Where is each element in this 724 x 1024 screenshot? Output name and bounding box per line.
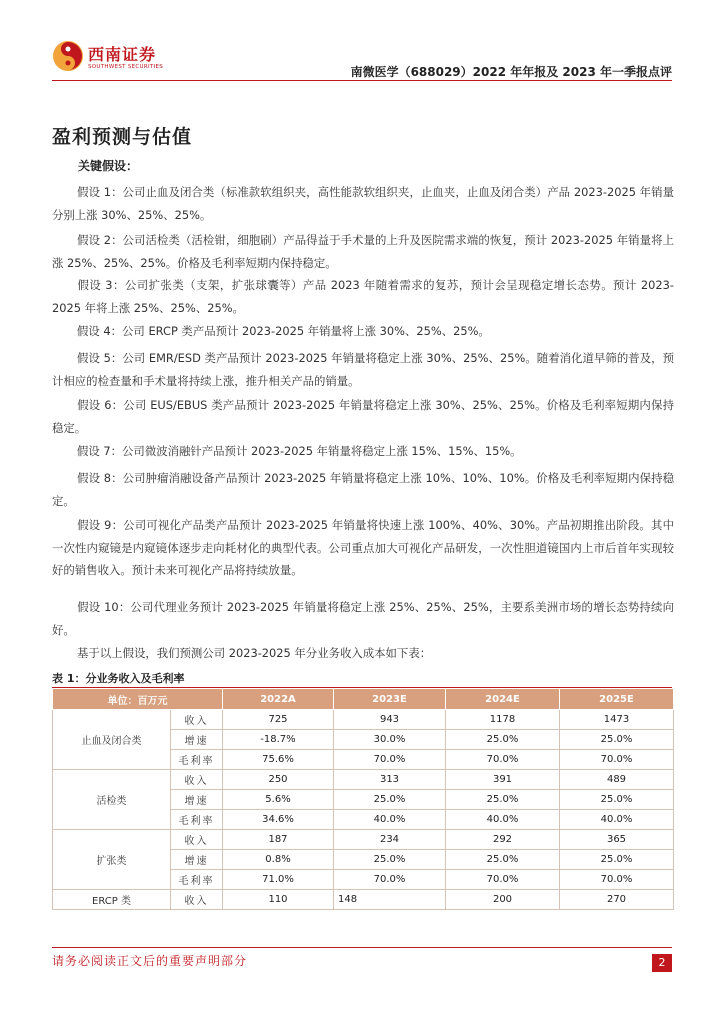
- metric-cell: 增速: [171, 850, 223, 870]
- segment-cell: 止血及闭合类: [53, 710, 171, 770]
- metric-cell: 收入: [171, 890, 223, 910]
- metric-cell: 毛利率: [171, 810, 223, 830]
- metric-cell: 增速: [171, 790, 223, 810]
- value-cell: 25.0%: [446, 850, 560, 870]
- table-row: [53, 830, 674, 850]
- table-caption: 表 1：分业务收入及毛利率: [52, 672, 185, 685]
- value-cell: 40.0%: [446, 810, 560, 830]
- intro-paragraph: 基于以上假设，我们预测公司 2023-2025 年分业务收入成本如下表：: [77, 646, 432, 660]
- metric-cell: 增速: [171, 730, 223, 750]
- value-cell: 25.0%: [334, 850, 446, 870]
- year-header: 2022A: [223, 689, 334, 710]
- value-cell: 40.0%: [334, 810, 446, 830]
- assumption-paragraph: 假设 4：公司 ERCP 类产品预计 2023-2025 年销量将上涨 30%、25%、25%。: [77, 324, 490, 338]
- page-header: [0, 0, 724, 82]
- value-cell: 1178: [446, 710, 560, 730]
- value-cell: 391: [446, 770, 560, 790]
- value-cell: 75.6%: [223, 750, 334, 770]
- value-cell: 70.0%: [334, 750, 446, 770]
- value-cell: 200: [446, 890, 560, 910]
- value-cell: 110: [223, 890, 334, 910]
- brand-name-cn: 西南证券: [88, 45, 157, 64]
- disclaimer-note: 请务必阅读正文后的重要声明部分: [52, 954, 248, 968]
- assumption-paragraph: 假设 10：公司代理业务预计 2023-2025 年销量将稳定上涨 25%、25%、25%，主要系美洲市场的增长态势持续向好。: [52, 600, 674, 637]
- brand-name-en: SOUTHWEST SECURITIES: [88, 64, 164, 70]
- table-header-row: [53, 689, 674, 710]
- value-cell: 5.6%: [223, 790, 334, 810]
- assumption-paragraph: 假设 5：公司 EMR/ESD 类产品预计 2023-2025 年销量将稳定上涨 30%、25%、25%。随着消化道早筛的普及，预计相应的检查量和手术量将持续上涨，推升相关产品的销量。: [52, 351, 674, 388]
- value-cell: 234: [334, 830, 446, 850]
- value-cell: 70.0%: [446, 870, 560, 890]
- value-cell: 313: [334, 770, 446, 790]
- metric-cell: 收入: [171, 770, 223, 790]
- value-cell: 70.0%: [560, 750, 674, 770]
- key-assumptions-label: 关键假设：: [78, 159, 139, 173]
- value-cell: 25.0%: [560, 790, 674, 810]
- value-cell: 250: [223, 770, 334, 790]
- value-cell: 0.8%: [223, 850, 334, 870]
- assumption-paragraph: 假设 6：公司 EUS/EBUS 类产品预计 2023-2025 年销量将稳定上涨 30%、25%、25%。价格及毛利率短期内保持稳定。: [52, 398, 674, 435]
- value-cell: 30.0%: [334, 730, 446, 750]
- report-title: 南微医学（688029）2022 年年报及 2023 年一季报点评: [350, 65, 672, 79]
- value-cell: 70.0%: [334, 870, 446, 890]
- unit-header: 单位：百万元: [53, 689, 223, 710]
- section-title: 盈利预测与估值: [52, 126, 193, 148]
- value-cell: 25.0%: [446, 790, 560, 810]
- assumption-paragraph: 假设 2：公司活检类（活检钳，细胞刷）产品得益于手术量的上升及医院需求端的恢复，预计 2023-2025 年销量将上涨 25%、25%、25%。价格及毛利率短期内保持稳定。: [52, 233, 674, 270]
- value-cell: 187: [223, 830, 334, 850]
- metric-cell: 毛利率: [171, 750, 223, 770]
- value-cell: 40.0%: [560, 810, 674, 830]
- segment-cell: 活检类: [53, 770, 171, 830]
- brand-logo: [52, 40, 192, 78]
- segment-cell: 扩张类: [53, 830, 171, 890]
- segment-cell: ERCP 类: [53, 890, 171, 910]
- value-cell: 71.0%: [223, 870, 334, 890]
- assumption-paragraph: 假设 9：公司可视化产品类产品预计 2023-2025 年销量将快速上涨 100%、40%、30%。产品初期推出阶段。其中一次性内窥镜是内窥镜体逐步走向耗材化的典型代表。公司重点加大可视化产品研发，一次性胆道镜国内上市后首年实现较好的销售收入。预计未来可视化产品将持续放量。: [52, 518, 674, 577]
- value-cell: 25.0%: [334, 790, 446, 810]
- value-cell: 25.0%: [560, 850, 674, 870]
- value-cell: 270: [560, 890, 674, 910]
- metric-cell: 收入: [171, 710, 223, 730]
- value-cell: 365: [560, 830, 674, 850]
- metric-cell: 毛利率: [171, 870, 223, 890]
- value-cell: -18.7%: [223, 730, 334, 750]
- value-cell: 70.0%: [446, 750, 560, 770]
- value-cell: 34.6%: [223, 810, 334, 830]
- value-cell: 489: [560, 770, 674, 790]
- page-number: 2: [652, 954, 672, 972]
- assumption-paragraph: 假设 8：公司肿瘤消融设备产品预计 2023-2025 年销量将稳定上涨 10%、10%、10%。价格及毛利率短期内保持稳定。: [52, 471, 674, 508]
- assumption-paragraph: 假设 3：公司扩张类（支架，扩张球囊等）产品 2023 年随着需求的复苏，预计会呈现稳定增长态势。预计 2023-2025 年将上涨 25%、25%、25%。: [52, 278, 674, 315]
- footer-divider: [52, 947, 672, 948]
- revenue-margin-table: [52, 688, 674, 910]
- table-row: [53, 710, 674, 730]
- value-cell: 943: [334, 710, 446, 730]
- value-cell: 148: [334, 890, 446, 910]
- year-header: 2023E: [334, 689, 446, 710]
- metric-cell: 收入: [171, 830, 223, 850]
- value-cell: 25.0%: [560, 730, 674, 750]
- value-cell: 1473: [560, 710, 674, 730]
- table-row: [53, 770, 674, 790]
- value-cell: 70.0%: [560, 870, 674, 890]
- table-row: [53, 890, 674, 910]
- brand-logo-icon: [52, 40, 84, 72]
- assumption-paragraph: 假设 7：公司微波消融针产品预计 2023-2025 年销量将稳定上涨 15%、15%、15%。: [77, 444, 522, 458]
- value-cell: 725: [223, 710, 334, 730]
- assumption-paragraph: 假设 1：公司止血及闭合类（标准款软组织夹，高性能款软组织夹，止血夹，止血及闭合类）产品 2023-2025 年销量分别上涨 30%、25%、25%。: [52, 185, 674, 222]
- year-header: 2024E: [446, 689, 560, 710]
- value-cell: 25.0%: [446, 730, 560, 750]
- year-header: 2025E: [560, 689, 674, 710]
- header-divider: [52, 80, 672, 81]
- value-cell: 292: [446, 830, 560, 850]
